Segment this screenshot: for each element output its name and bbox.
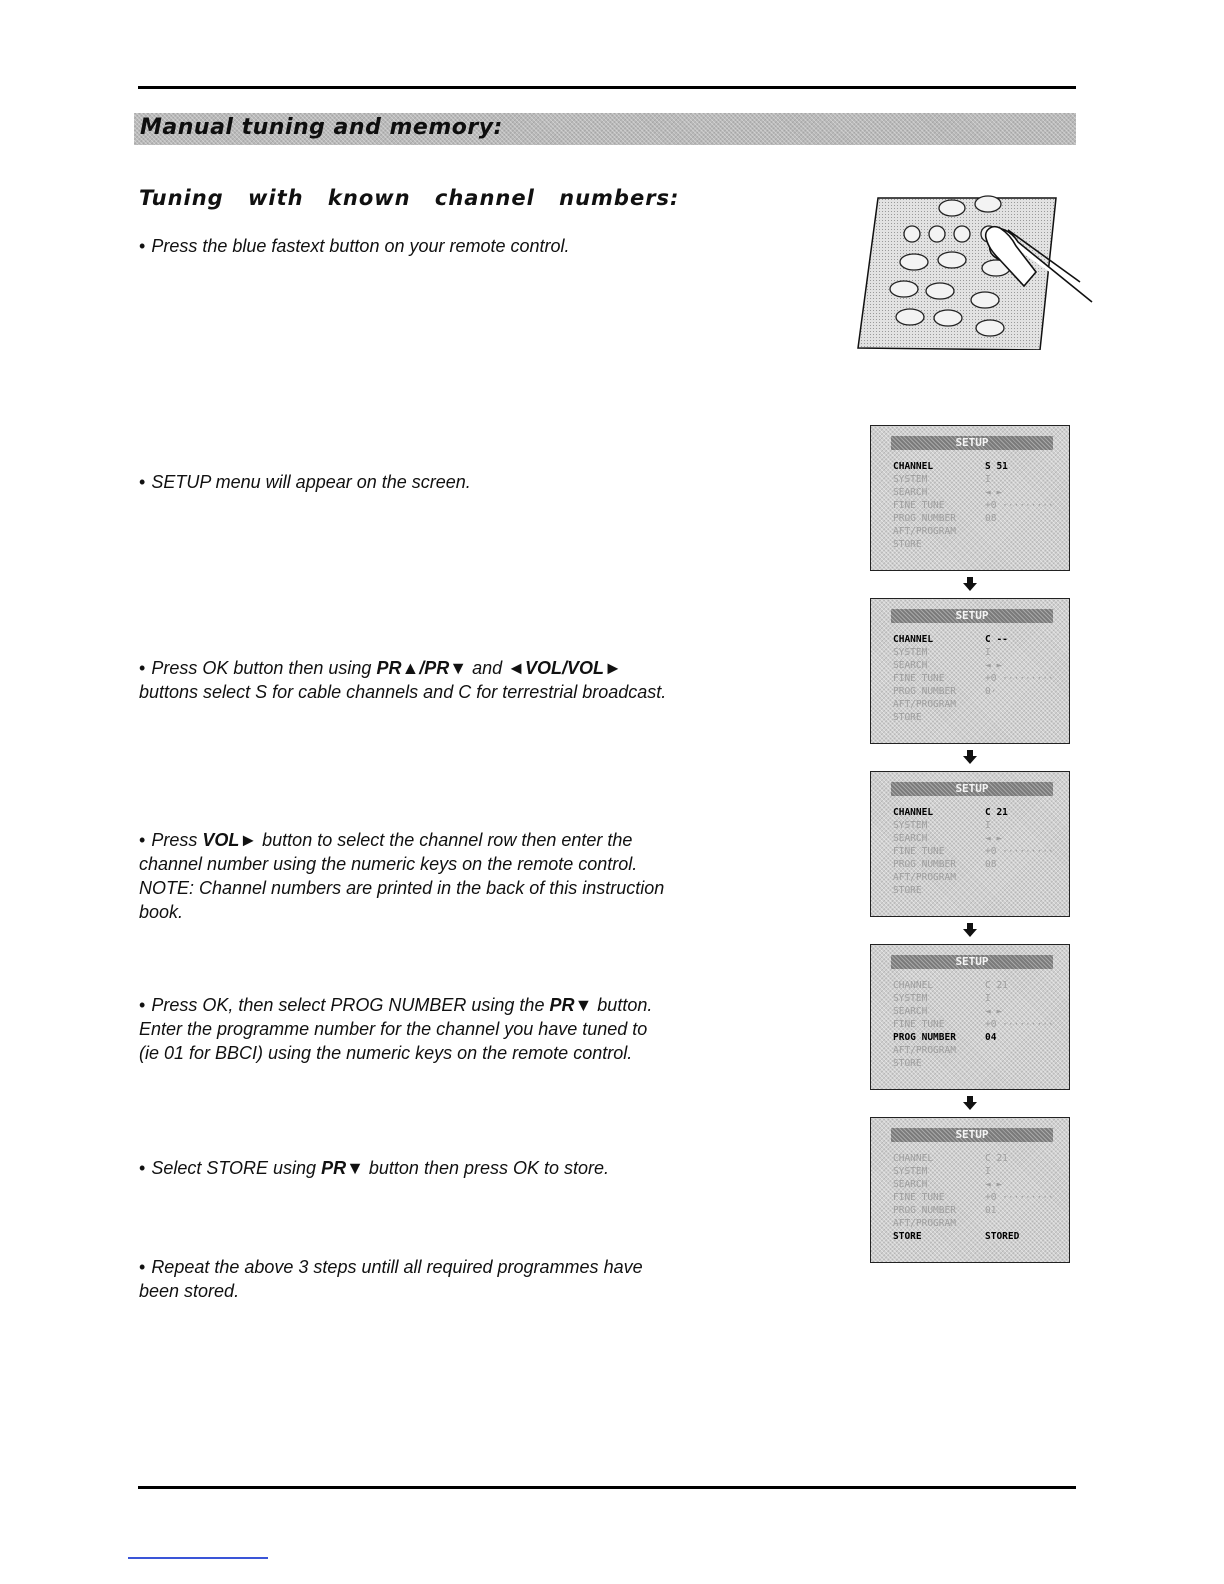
bullet-icon: • [139, 995, 146, 1015]
step-2-text: SETUP menu will appear on the screen. [151, 472, 471, 492]
setup-row-value: 04 [985, 1032, 997, 1043]
setup-row [893, 646, 1063, 659]
setup-row [893, 525, 1063, 538]
setup-row-label: FINE TUNE [893, 673, 945, 684]
step-4-text-a: Press [151, 830, 203, 850]
setup-row [893, 633, 1063, 646]
setup-row-value: I [985, 1166, 991, 1177]
setup-row-label: SYSTEM [893, 820, 928, 831]
remote-control-illustration [840, 190, 1100, 350]
setup-row-value: ◄ ► [985, 833, 1003, 844]
bullet-icon: • [139, 472, 146, 492]
arrow-down-icon [963, 750, 977, 764]
setup-title: SETUP [891, 609, 1053, 623]
step-6-key-pr: PR▼ [321, 1158, 364, 1178]
setup-screen-1 [870, 425, 1070, 571]
page-heading: Tuning with known channel numbers: [139, 186, 680, 210]
step-6-text-a: Select STORE using [151, 1158, 322, 1178]
setup-row-label: SEARCH [893, 1179, 928, 1190]
setup-row-label: FINE TUNE [893, 1192, 945, 1203]
step-5 [139, 993, 669, 1065]
setup-title: SETUP [891, 436, 1053, 450]
setup-row [893, 1152, 1063, 1165]
setup-row-value: C 21 [985, 807, 1008, 818]
setup-row-value: ◄ ► [985, 660, 1003, 671]
setup-row-label: STORE [893, 1231, 922, 1242]
setup-row-label: PROG NUMBER [893, 1032, 956, 1043]
step-3 [139, 656, 669, 704]
setup-row-label: SYSTEM [893, 474, 928, 485]
step-4-text-b: button to select the channel row then enter the channel number using the numeric keys on the remote control. [139, 830, 638, 874]
setup-screen-5 [870, 1117, 1070, 1263]
setup-row [893, 1031, 1063, 1044]
step-5-text-b: button. Enter the programme number for the channel you have tuned to (ie 01 for BBCI) using the numeric keys on the remote control. [139, 995, 653, 1063]
setup-row-label: CHANNEL [893, 634, 934, 645]
setup-row [893, 698, 1063, 711]
step-2 [139, 470, 669, 494]
step-4 [139, 828, 669, 924]
setup-row [893, 1204, 1063, 1217]
setup-row-label: PROG NUMBER [893, 1205, 956, 1216]
setup-row-label: FINE TUNE [893, 846, 945, 857]
setup-row [893, 685, 1063, 698]
setup-row-label: CHANNEL [893, 461, 934, 472]
step-7-text: Repeat the above 3 steps untill all required programmes have been stored. [139, 1257, 643, 1301]
section-title: Manual tuning and memory: [140, 115, 503, 140]
setup-row-label: SYSTEM [893, 993, 928, 1004]
setup-screen-4 [870, 944, 1070, 1090]
setup-row-label: STORE [893, 1058, 922, 1069]
step-3-text-b: and [467, 658, 508, 678]
setup-row-label: STORE [893, 712, 922, 723]
setup-row-label: SEARCH [893, 1006, 928, 1017]
step-7 [139, 1255, 669, 1303]
setup-row-label: PROG NUMBER [893, 859, 956, 870]
setup-row-label: SEARCH [893, 833, 928, 844]
setup-row [893, 819, 1063, 832]
step-5-text-a: Press OK, then select PROG NUMBER using the [151, 995, 550, 1015]
setup-row [893, 1165, 1063, 1178]
setup-row-label: CHANNEL [893, 1153, 934, 1164]
setup-row [893, 1044, 1063, 1057]
setup-row [893, 1178, 1063, 1191]
setup-row-value: C 21 [985, 980, 1008, 991]
top-rule [138, 86, 1076, 89]
setup-row [893, 832, 1063, 845]
setup-row [893, 1191, 1063, 1204]
setup-row-label: PROG NUMBER [893, 686, 956, 697]
setup-row-label: AFT/PROGRAM [893, 526, 956, 537]
setup-row [893, 1005, 1063, 1018]
setup-title: SETUP [891, 1128, 1053, 1142]
bullet-icon: • [139, 1158, 146, 1178]
step-5-key-pr: PR▼ [549, 995, 593, 1015]
setup-row [893, 992, 1063, 1005]
setup-title: SETUP [891, 955, 1053, 969]
arrow-down-icon [963, 577, 977, 591]
bullet-icon: • [139, 1257, 146, 1277]
bullet-icon: • [139, 236, 146, 256]
setup-row-value: 01 [985, 1205, 997, 1216]
setup-row [893, 473, 1063, 486]
setup-row-value: 0· [985, 686, 997, 697]
step-1 [139, 234, 669, 258]
step-6-text-b: button then press OK to store. [363, 1158, 610, 1178]
setup-row-label: SYSTEM [893, 1166, 928, 1177]
setup-row-value: +0 ········· [985, 846, 1054, 857]
setup-row [893, 871, 1063, 884]
step-3-key-pr: PR▲/PR▼ [376, 658, 468, 678]
setup-row [893, 1018, 1063, 1031]
bullet-icon: • [139, 830, 146, 850]
setup-row [893, 486, 1063, 499]
setup-row-label: AFT/PROGRAM [893, 1218, 956, 1229]
setup-row-value: +0 ········· [985, 1019, 1054, 1030]
setup-row-value: C 21 [985, 1153, 1008, 1164]
setup-row [893, 538, 1063, 551]
setup-row-label: STORE [893, 885, 922, 896]
bullet-icon: • [139, 658, 146, 678]
setup-row-value: ◄ ► [985, 1179, 1003, 1190]
setup-row [893, 512, 1063, 525]
setup-row-label: SYSTEM [893, 647, 928, 658]
setup-row-value: I [985, 647, 991, 658]
setup-row-value: ◄ ► [985, 487, 1003, 498]
setup-row-label: CHANNEL [893, 807, 934, 818]
setup-row-value: +0 ········· [985, 1192, 1054, 1203]
arrow-down-icon [963, 923, 977, 937]
section-banner [134, 113, 1076, 145]
setup-row-label: SEARCH [893, 487, 928, 498]
setup-row-value: STORED [985, 1231, 1020, 1242]
setup-row-label: SEARCH [893, 660, 928, 671]
setup-screen-2 [870, 598, 1070, 744]
step-3-key-vol: ◄VOL/VOL► [507, 658, 622, 678]
setup-title: SETUP [891, 782, 1053, 796]
setup-row-value: I [985, 820, 991, 831]
setup-row-value: 08 [985, 513, 997, 524]
step-3-text-c: buttons select S for cable channels and C for terrestrial broadcast. [139, 682, 667, 702]
setup-row [893, 499, 1063, 512]
setup-row-value: C -- [985, 634, 1008, 645]
step-4-key-vol: VOL► [202, 830, 258, 850]
setup-row-label: FINE TUNE [893, 1019, 945, 1030]
step-1-text: Press the blue fastext button on your remote control. [151, 236, 570, 256]
step-4-note: NOTE: Channel numbers are printed in the back of this instruction book. [139, 878, 665, 922]
setup-row [893, 845, 1063, 858]
setup-row [893, 858, 1063, 871]
bottom-rule [138, 1486, 1076, 1489]
setup-row-label: AFT/PROGRAM [893, 1045, 956, 1056]
setup-row-value: I [985, 993, 991, 1004]
setup-row [893, 806, 1063, 819]
setup-row [893, 884, 1063, 897]
setup-row-value: ◄ ► [985, 1006, 1003, 1017]
setup-row [893, 659, 1063, 672]
setup-row-label: PROG NUMBER [893, 513, 956, 524]
setup-row-value: +0 ········· [985, 673, 1054, 684]
setup-row-label: CHANNEL [893, 980, 934, 991]
setup-row [893, 1057, 1063, 1070]
setup-screen-3 [870, 771, 1070, 917]
setup-row-label: AFT/PROGRAM [893, 872, 956, 883]
setup-row [893, 711, 1063, 724]
setup-row-label: AFT/PROGRAM [893, 699, 956, 710]
step-6 [139, 1156, 669, 1180]
setup-row [893, 979, 1063, 992]
setup-row-value: S 51 [985, 461, 1008, 472]
footer-link-line [128, 1557, 268, 1559]
setup-row-value: I [985, 474, 991, 485]
arrow-down-icon [963, 1096, 977, 1110]
setup-row-label: STORE [893, 539, 922, 550]
setup-row [893, 1230, 1063, 1243]
step-3-text-a: Press OK button then using [151, 658, 377, 678]
setup-row [893, 1217, 1063, 1230]
setup-row [893, 672, 1063, 685]
setup-row-value: 08 [985, 859, 997, 870]
setup-row-label: FINE TUNE [893, 500, 945, 511]
setup-row [893, 460, 1063, 473]
setup-row-value: +0 ········· [985, 500, 1054, 511]
